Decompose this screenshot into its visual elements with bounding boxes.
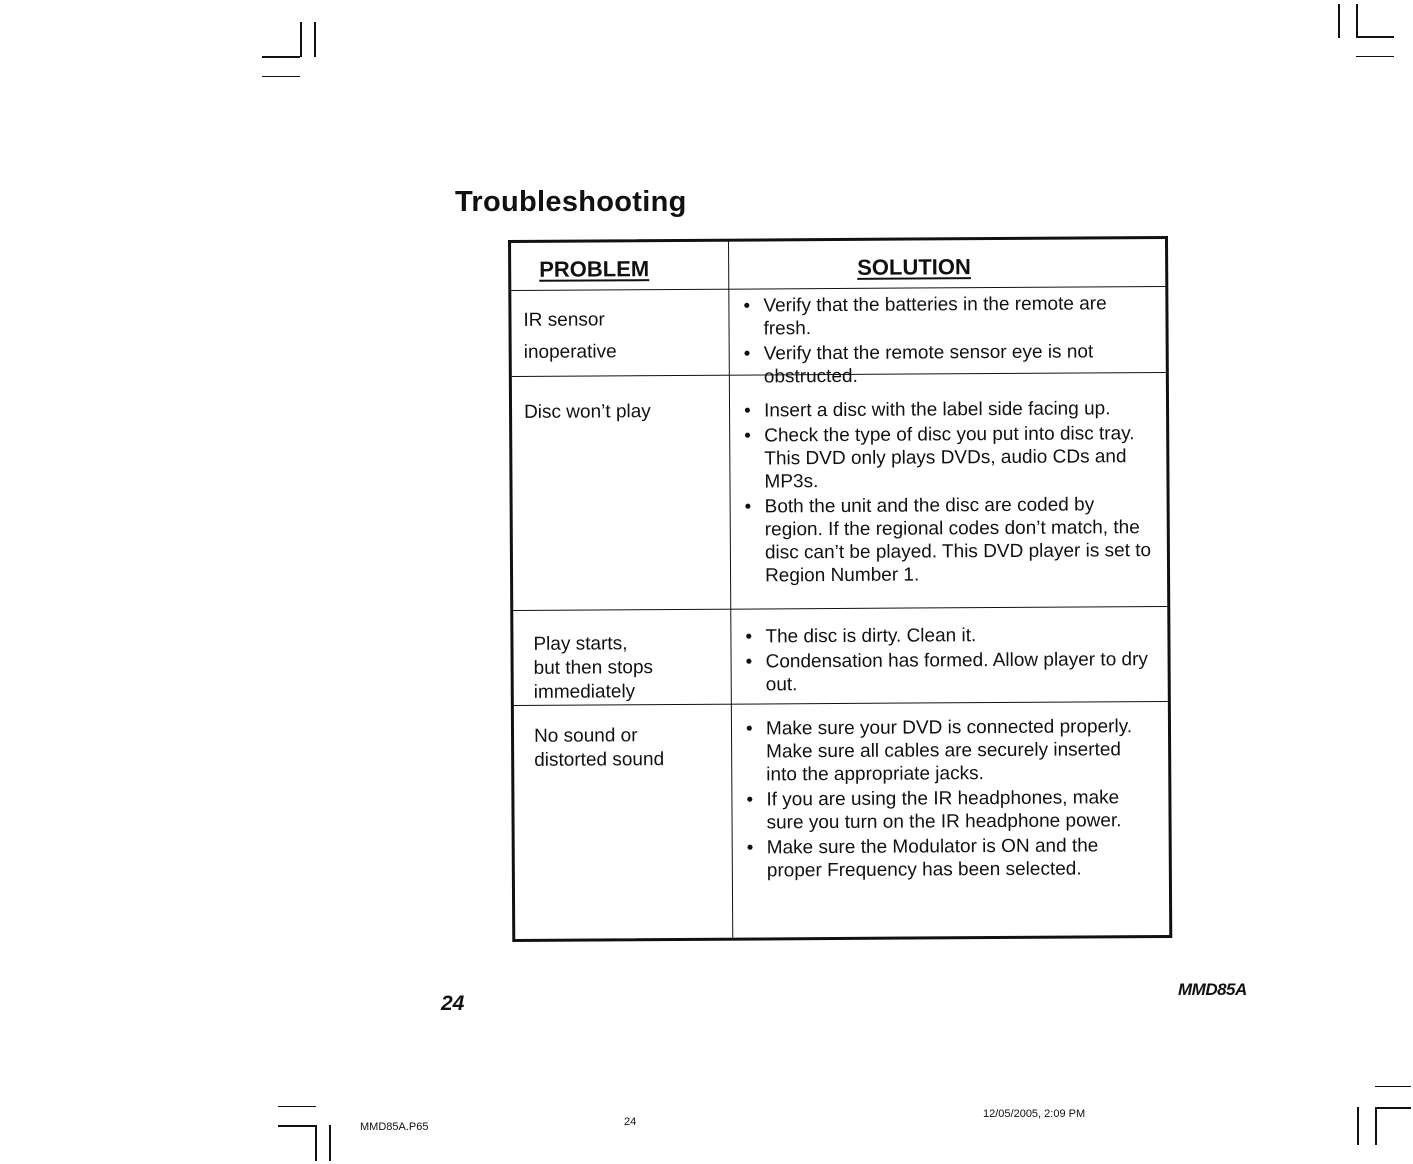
crop-mark [278, 1106, 316, 1107]
crop-mark [1338, 4, 1340, 38]
solution-item: • The disc is dirty. Clean it. [743, 623, 1153, 649]
crop-mark [314, 22, 316, 57]
problem-text: IR sensor [523, 309, 605, 331]
problem-cell [533, 632, 718, 705]
row-divider [513, 606, 1167, 611]
footer-file-name: MMD85A.P65 [360, 1121, 429, 1133]
solution-item: • Check the type of disc you put into disc tray. This DVD only plays DVDs, audio CDs and MP3s. [742, 422, 1152, 494]
crop-mark [300, 22, 302, 57]
solution-item: • Make sure the Modulator is ON and the proper Frequency has been selected. [745, 834, 1155, 883]
crop-mark [1375, 1107, 1377, 1145]
column-divider [728, 242, 733, 938]
problem-text: No sound or [533, 725, 638, 747]
crop-mark [262, 56, 300, 58]
crop-mark [1375, 1086, 1411, 1087]
solution-item: • Condensation has formed. Allow player to dry out. [744, 648, 1154, 697]
problem-text: Play starts, [533, 633, 628, 655]
problem-text: inoperative [523, 341, 617, 363]
page-number: 24 [441, 992, 465, 1015]
solution-item: • If you are using the IR headphones, make sure you turn on the IR headphone power. [744, 786, 1154, 835]
solution-cell [743, 623, 1153, 699]
solution-cell [742, 397, 1153, 590]
problem-cell [524, 400, 709, 425]
crop-mark [1356, 4, 1358, 38]
solution-list [742, 397, 1153, 588]
solution-cell [741, 292, 1152, 391]
crop-mark [315, 1125, 317, 1161]
page-title: Troubleshooting [455, 186, 687, 218]
solution-item: • Insert a disc with the label side facing up. [742, 397, 1152, 423]
solution-item: • Make sure your DVD is connected properly. Make sure all cables are securely inserted into the appropriate jacks. [744, 715, 1154, 787]
solution-cell [744, 715, 1155, 885]
problem-column-header: PROBLEM [539, 256, 650, 282]
solution-column-header: SOLUTION [857, 254, 971, 280]
problem-cell [534, 724, 719, 773]
crop-mark [1357, 1107, 1359, 1145]
crop-mark [1356, 36, 1394, 38]
problem-text: but then stops [533, 657, 654, 679]
solution-list [743, 623, 1153, 697]
footer-page-number: 24 [624, 1116, 637, 1128]
crop-mark [329, 1125, 331, 1161]
problem-cell [523, 304, 708, 369]
problem-text: immediately [533, 681, 636, 703]
solution-item: • Both the unit and the disc are coded by region. If the regional codes don’t match, the disc can’t be played. This DVD player is set to Region Number 1. [743, 493, 1154, 588]
solution-item: • Verify that the batteries in the remote are fresh. [741, 292, 1151, 341]
crop-mark [262, 76, 300, 77]
problem-text: distorted sound [534, 749, 665, 771]
solution-list [744, 715, 1155, 883]
troubleshooting-table [508, 236, 1172, 942]
problem-text: Disc won’t play [523, 401, 651, 423]
crop-mark [1375, 1107, 1411, 1109]
crop-mark [278, 1125, 316, 1127]
solution-item: • Verify that the remote sensor eye is not obstructed. [742, 340, 1152, 389]
row-divider [511, 286, 1165, 291]
model-code: MMD85A [1178, 980, 1247, 999]
crop-mark [1356, 56, 1394, 57]
solution-list [741, 292, 1152, 389]
footer-timestamp: 12/05/2005, 2:09 PM [983, 1108, 1086, 1120]
